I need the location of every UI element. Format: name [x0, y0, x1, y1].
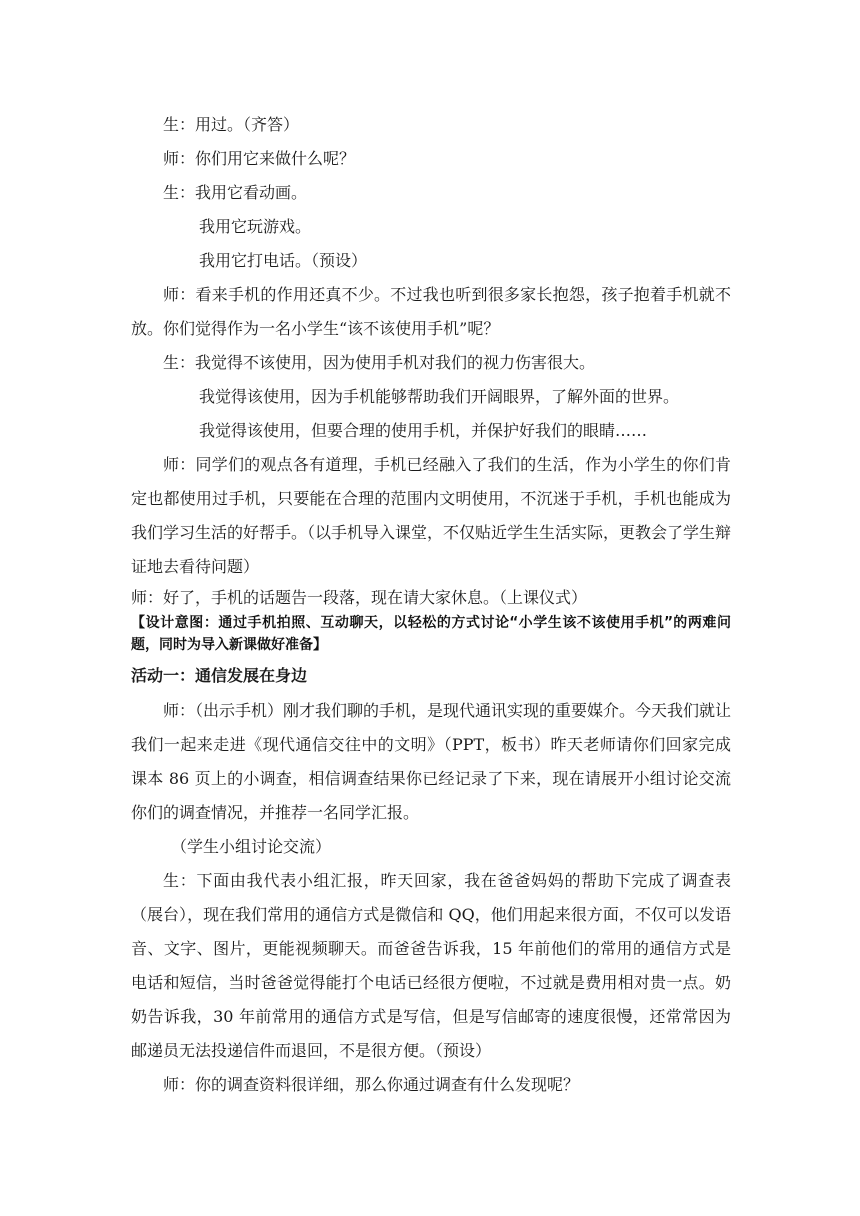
dialogue-line: 生：我用它看动画。: [163, 183, 308, 202]
document-body: [131, 108, 731, 1102]
dialogue-paragraph: 生：下面由我代表小组汇报，昨天回家，我在爸爸妈妈的帮助下完成了调查表（展台），现在我们常用的通信方式是微信和 QQ，他们用起来很方面，不仅可以发语音、文字、图片，更能视频聊天。而爸爸告诉我，15 年前他们的常用的通信方式是电话和短信，当时爸爸觉得能打个电话已经很方便啦，不过就是费用相对贵一点。奶奶告诉我，30 年前常用的通信方式是写信，但是写信邮寄的速度很慢，还常常因为邮递员无法投递信件而退回，不是很方便。（预设）: [131, 871, 731, 1060]
dialogue-line: 我用它玩游戏。: [199, 217, 312, 236]
dialogue-line: 生：我觉得不该使用，因为使用手机对我们的视力伤害很大。: [163, 353, 596, 372]
dialogue-line: 师：好了，手机的话题告一段落，现在请大家休息。（上课仪式）: [131, 588, 588, 607]
dialogue-paragraph: 师：看来手机的作用还真不少。不过我也听到很多家长抱怨，孩子抱着手机就不放。你们觉得作为一名小学生“该不该使用手机”呢？: [131, 285, 731, 338]
dialogue-line: 生：用过。（齐答）: [163, 115, 300, 134]
dialogue-paragraph: 师：（出示手机）刚才我们聊的手机，是现代通讯实现的重要媒介。今天我们就让我们一起来走进《现代通信交往中的文明》（PPT，板书）昨天老师请你们回家完成课本 86 页上的小调查，相信调查结果你已经记录了下来，现在请展开小组讨论交流你们的调查情况，并推荐一名同学汇报。: [131, 701, 732, 822]
dialogue-line: 我觉得该使用，但要合理的使用手机，并保护好我们的眼睛……: [199, 421, 648, 440]
stage-direction: （学生小组讨论交流）: [171, 837, 332, 856]
dialogue-line: 师：你的调查资料很详细，那么你通过调查有什么发现呢？: [163, 1075, 580, 1094]
section-heading: 活动一：通信发展在身边: [131, 666, 308, 685]
design-intent-note: 【设计意图：通过手机拍照、互动聊天，以轻松的方式讨论“小学生该不该使用手机”的两难问题，同时为导入新课做好准备】: [131, 615, 731, 653]
dialogue-paragraph: 师：同学们的观点各有道理，手机已经融入了我们的生活，作为小学生的你们肯定也都使用过手机，只要能在合理的范围内文明使用，不沉迷于手机，手机也能成为我们学习生活的好帮手。（以手机导入课堂，不仅贴近学生生活实际，更教会了学生辩证地去看待问题）: [131, 455, 732, 576]
dialogue-line: 我用它打电话。（预设）: [199, 251, 368, 270]
dialogue-line: 我觉得该使用，因为手机能够帮助我们开阔眼界，了解外面的世界。: [199, 387, 680, 406]
dialogue-line: 师：你们用它来做什么呢？: [163, 149, 356, 168]
